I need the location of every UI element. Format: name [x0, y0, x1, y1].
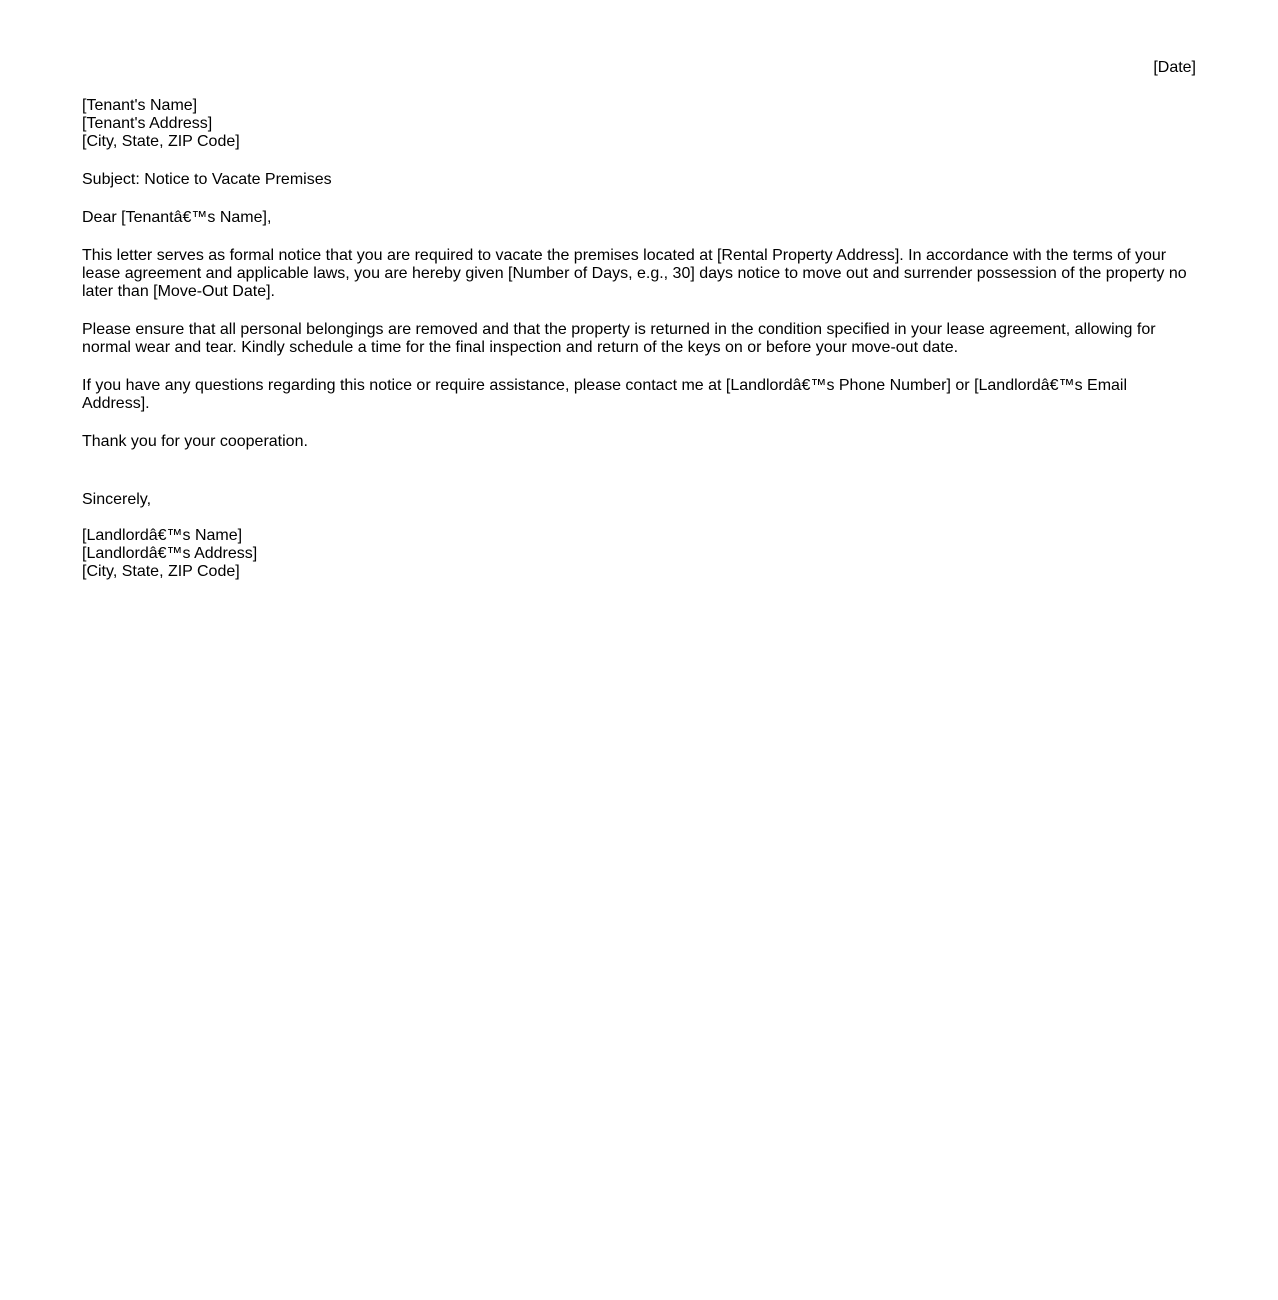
- sender-name: [Landlordâ€™s Name]: [82, 527, 243, 544]
- letter-date: [Date]: [1153, 59, 1196, 76]
- body-paragraph-contact: If you have any questions regarding this notice or require assistance, please contact me at [Landlordâ€™s Phone Number] or [Landlordâ€™s Email Address].: [82, 377, 1128, 412]
- letter-subject: Subject: Notice to Vacate Premises: [82, 171, 332, 188]
- body-paragraph-notice: This letter serves as formal notice that you are required to vacate the premises located at [Rental Property Address]. In accordance with the terms of your lease agreement and applicable laws, you are hereby given [Number of Days, e.g., 30] days notice to move out and surrender possession of the property no later than [Move-Out Date].: [82, 247, 1187, 300]
- letter-salutation: Dear [Tenantâ€™s Name],: [82, 209, 272, 226]
- recipient-address: [Tenant's Address]: [82, 115, 213, 132]
- recipient-name: [Tenant's Name]: [82, 97, 198, 114]
- recipient-address-block: [82, 97, 1196, 151]
- sender-city-state-zip: [City, State, ZIP Code]: [82, 563, 240, 580]
- sender-signature-block: [82, 527, 1196, 581]
- letter-document: [82, 59, 1196, 601]
- letter-thanks: Thank you for your cooperation.: [82, 433, 308, 450]
- sender-address: [Landlordâ€™s Address]: [82, 545, 258, 562]
- body-paragraph-belongings: Please ensure that all personal belongings are removed and that the property is returned in the condition specified in your lease agreement, allowing for normal wear and tear. Kindly schedule a time for the final inspection and return of the keys on or before your move-out date.: [82, 321, 1156, 356]
- recipient-city-state-zip: [City, State, ZIP Code]: [82, 133, 240, 150]
- letter-closing: Sincerely,: [82, 491, 152, 508]
